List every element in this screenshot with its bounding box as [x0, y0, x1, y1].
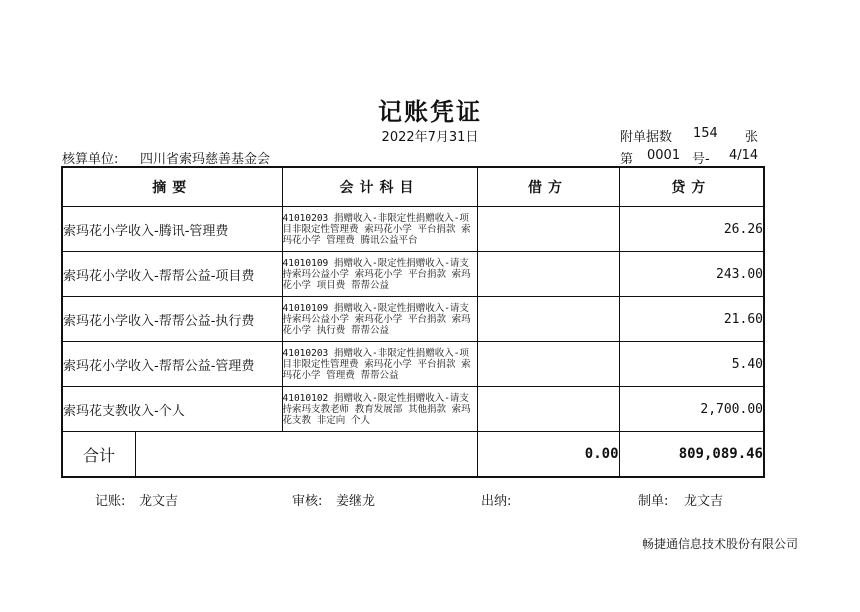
row-credit: 26.26: [619, 207, 764, 252]
row-debit: [477, 252, 619, 297]
row-summary: 索玛花小学收入-帮帮公益-项目费: [62, 252, 282, 297]
total-row: [62, 432, 764, 478]
voucher-number-prefix: 第: [620, 152, 634, 167]
total-label: 合计: [63, 432, 136, 476]
row-account: 41010203 捐赠收入-非限定性捐赠收入-项目非限定性管理费 索玛花小学 平台捐款 索玛花小学 管理费 腾讯公益平台: [282, 207, 477, 252]
voucher-number-suffix: 号-: [692, 152, 710, 167]
bookkeeper-name: 龙文吉: [139, 494, 179, 509]
header-credit: 贷方: [619, 167, 764, 207]
preparer-name: 龙文吉: [684, 494, 724, 509]
header-debit: 借方: [477, 167, 619, 207]
row-debit: [477, 207, 619, 252]
total-debit: 0.00: [477, 432, 619, 478]
total-credit: 809,089.46: [619, 432, 764, 478]
reviewer-name: 姜继龙: [336, 494, 376, 509]
unit-value: 四川省索玛慈善基金会: [140, 152, 271, 167]
row-account: 41010109 捐赠收入-限定性捐赠收入-请支持索玛公益小学 索玛花小学 平台捐款 索玛花小学 项目费 帮帮公益: [282, 252, 477, 297]
header-account: 会计科目: [282, 167, 477, 207]
table-row: [62, 297, 764, 342]
reviewer-label: 审核:: [292, 494, 323, 509]
voucher-table: [61, 166, 765, 478]
preparer-label: 制单:: [638, 494, 669, 509]
row-debit: [477, 297, 619, 342]
table-row: [62, 207, 764, 252]
row-credit: 243.00: [619, 252, 764, 297]
voucher-page: 4/14: [729, 148, 759, 163]
row-account: 41010102 捐赠收入-限定性捐赠收入-请支持索玛支教老师 教育发展部 其他捐款 索玛花支教 非定向 个人: [282, 387, 477, 432]
voucher-number-code: 0001: [647, 148, 681, 163]
bookkeeper-label: 记账:: [95, 494, 126, 509]
row-summary: 索玛花支教收入-个人: [62, 387, 282, 432]
row-credit: 5.40: [619, 342, 764, 387]
total-label-cell: [62, 432, 477, 478]
total-blank: [136, 432, 477, 476]
attachments-unit: 张: [745, 130, 759, 145]
unit-label: 核算单位:: [62, 152, 119, 167]
voucher-title: 记账凭证: [378, 98, 482, 126]
voucher-date: 2022年7月31日: [381, 130, 479, 145]
table-row: [62, 342, 764, 387]
cashier-label: 出纳:: [481, 494, 512, 509]
row-account: 41010203 捐赠收入-非限定性捐赠收入-项目非限定性管理费 索玛花小学 平台捐款 索玛花小学 管理费 帮帮公益: [282, 342, 477, 387]
row-summary: 索玛花小学收入-帮帮公益-执行费: [62, 297, 282, 342]
row-summary: 索玛花小学收入-帮帮公益-管理费: [62, 342, 282, 387]
table-row: [62, 387, 764, 432]
row-debit: [477, 342, 619, 387]
row-summary: 索玛花小学收入-腾讯-管理费: [62, 207, 282, 252]
row-debit: [477, 387, 619, 432]
header-summary: 摘要: [62, 167, 282, 207]
attachments-label: 附单据数: [620, 130, 673, 145]
table-header-row: [62, 167, 764, 207]
row-credit: 21.60: [619, 297, 764, 342]
row-credit: 2,700.00: [619, 387, 764, 432]
software-company: 畅捷通信息技术股份有限公司: [641, 537, 798, 551]
row-account: 41010109 捐赠收入-限定性捐赠收入-请支持索玛公益小学 索玛花小学 平台捐款 索玛花小学 执行费 帮帮公益: [282, 297, 477, 342]
table-row: [62, 252, 764, 297]
attachments-count: 154: [693, 126, 718, 141]
